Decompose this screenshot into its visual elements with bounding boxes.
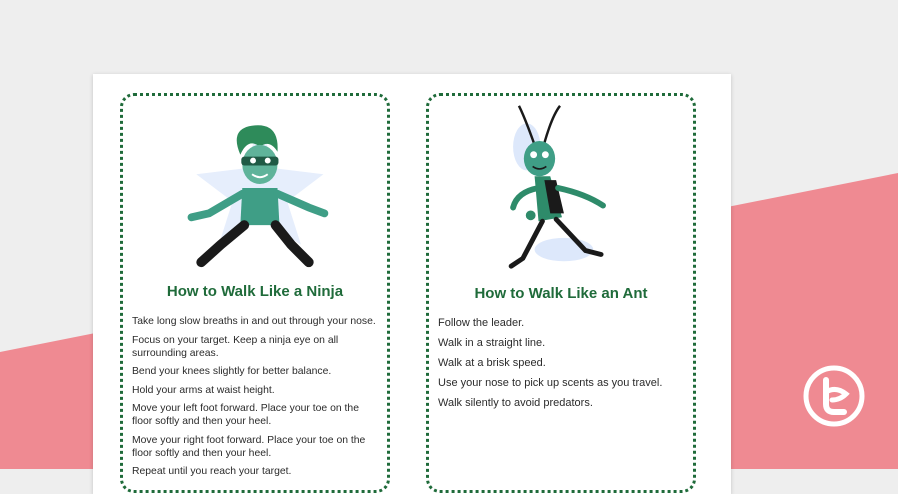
worksheet-page (93, 74, 731, 494)
ant-walk-card (426, 93, 696, 493)
list-item: Repeat until you reach your target. (132, 466, 292, 477)
list-item: Walk silently to avoid predators. (438, 397, 593, 409)
list-item: Use your nose to pick up scents as you travel. (438, 377, 663, 389)
ant-character-icon (429, 96, 693, 276)
ant-steps-list (438, 317, 688, 417)
list-item: Walk at a brisk speed. (438, 357, 546, 369)
list-item: Follow the leader. (438, 317, 525, 329)
teach-starter-logo-icon[interactable] (802, 364, 866, 428)
ninja-steps-list (132, 315, 382, 484)
list-item: Focus on your target. Keep a ninja eye on all surrounding areas. (132, 334, 339, 359)
list-item: Take long slow breaths in and out through your nose. (132, 316, 376, 327)
list-item: Walk in a straight line. (438, 337, 546, 349)
ninja-character-icon (123, 96, 387, 276)
list-item: Hold your arms at waist height. (132, 384, 275, 396)
list-item: Move your right foot forward. Place your toe on the floor softly and then your heel. (132, 434, 366, 459)
ninja-walk-card (120, 93, 390, 493)
ninja-card-title: How to Walk Like a Ninja (166, 283, 344, 300)
list-item: Bend your knees slightly for better balance. (132, 366, 332, 377)
ant-card-title: How to Walk Like an Ant (474, 285, 648, 302)
list-item: Move your left foot forward. Place your toe on the floor softly and then your heel. (132, 403, 359, 427)
